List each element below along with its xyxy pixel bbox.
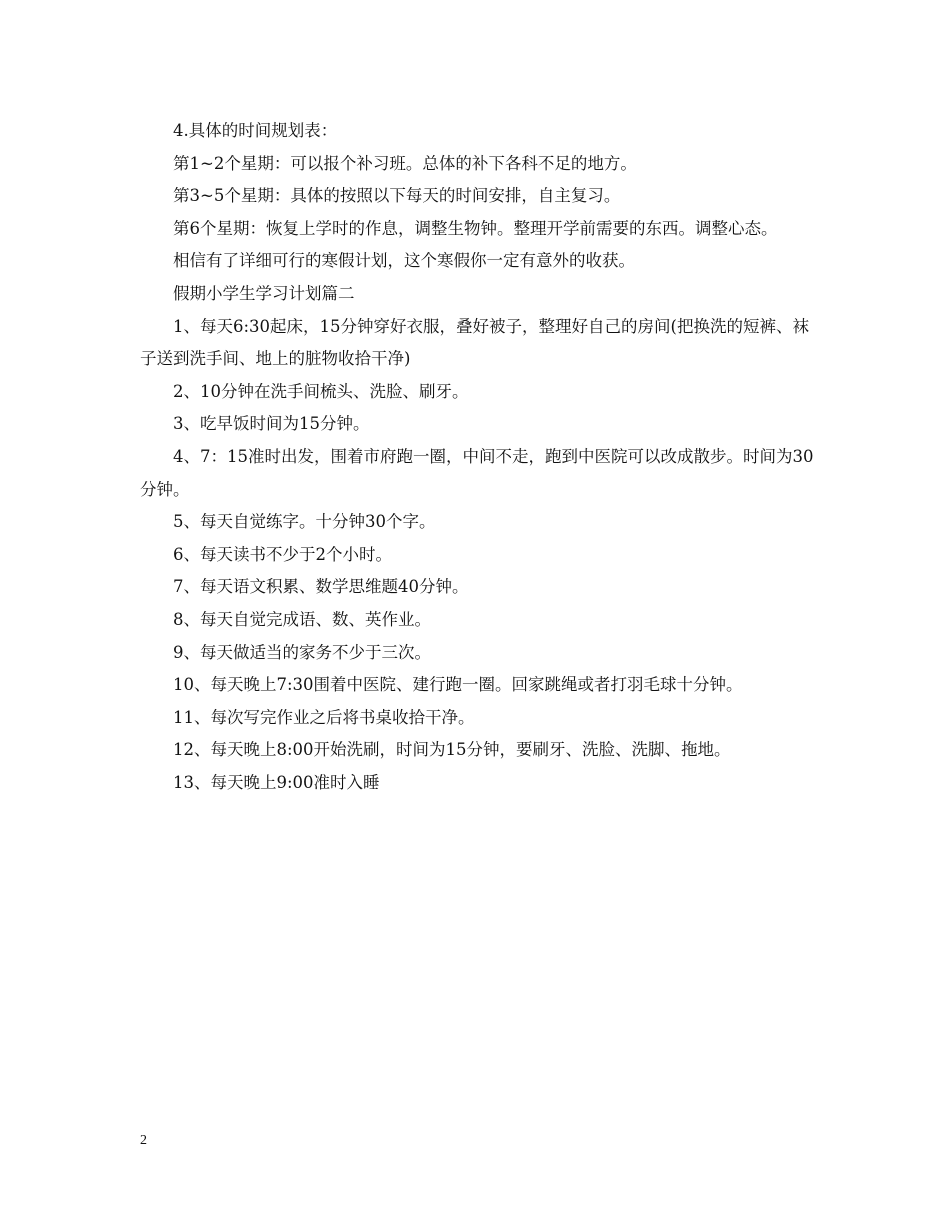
list-item-6: 6、每天读书不少于2个小时。 [173, 544, 392, 564]
list-item-4: 4、7：15准时出发，围着市府跑一圈，中间不走，跑到中医院可以改成散步。时间为30分钟。 [140, 446, 814, 499]
list-item-11: 11、每次写完作业之后将书桌收拾干净。 [173, 707, 475, 727]
list-item-9: 9、每天做适当的家务不少于三次。 [173, 642, 431, 662]
paragraph-week-1-2: 第1~2个星期：可以报个补习班。总体的补下各科不足的地方。 [173, 153, 637, 173]
list-item-12: 12、每天晚上8:00开始洗刷，时间为15分钟，要刷牙、洗脸、洗脚、拖地。 [173, 740, 731, 760]
list-item-10: 10、每天晚上7:30围着中医院、建行跑一圈。回家跳绳或者打羽毛球十分钟。 [173, 675, 743, 695]
paragraph-week-3-5: 第3~5个星期：具体的按照以下每天的时间安排，自主复习。 [173, 186, 621, 206]
paragraph-conclusion: 相信有了详细可行的寒假计划，这个寒假你一定有意外的收获。 [173, 251, 635, 271]
list-item-5: 5、每天自觉练字。十分钟30个字。 [173, 512, 436, 532]
page-number: 2 [140, 1133, 147, 1148]
paragraph-week-6: 第6个星期：恢复上学时的作息，调整生物钟。整理开学前需要的东西。调整心态。 [173, 218, 778, 238]
document-body [140, 115, 820, 799]
list-item-8: 8、每天自觉完成语、数、英作业。 [173, 609, 431, 629]
section-title-plan-two: 假期小学生学习计划篇二 [173, 283, 355, 303]
list-item-7: 7、每天语文积累、数学思维题40分钟。 [173, 577, 469, 597]
list-item-13: 13、每天晚上9:00准时入睡 [173, 772, 380, 792]
list-item-1: 1、每天6:30起床，15分钟穿好衣服，叠好被子，整理好自己的房间(把换洗的短裤、袜子送到洗手间、地上的脏物收拾干净) [140, 316, 809, 369]
list-item-3: 3、吃早饭时间为15分钟。 [173, 414, 370, 434]
paragraph-schedule-heading: 4.具体的时间规划表： [173, 121, 338, 140]
list-item-2: 2、10分钟在洗手间梳头、洗脸、刷牙。 [173, 381, 469, 401]
